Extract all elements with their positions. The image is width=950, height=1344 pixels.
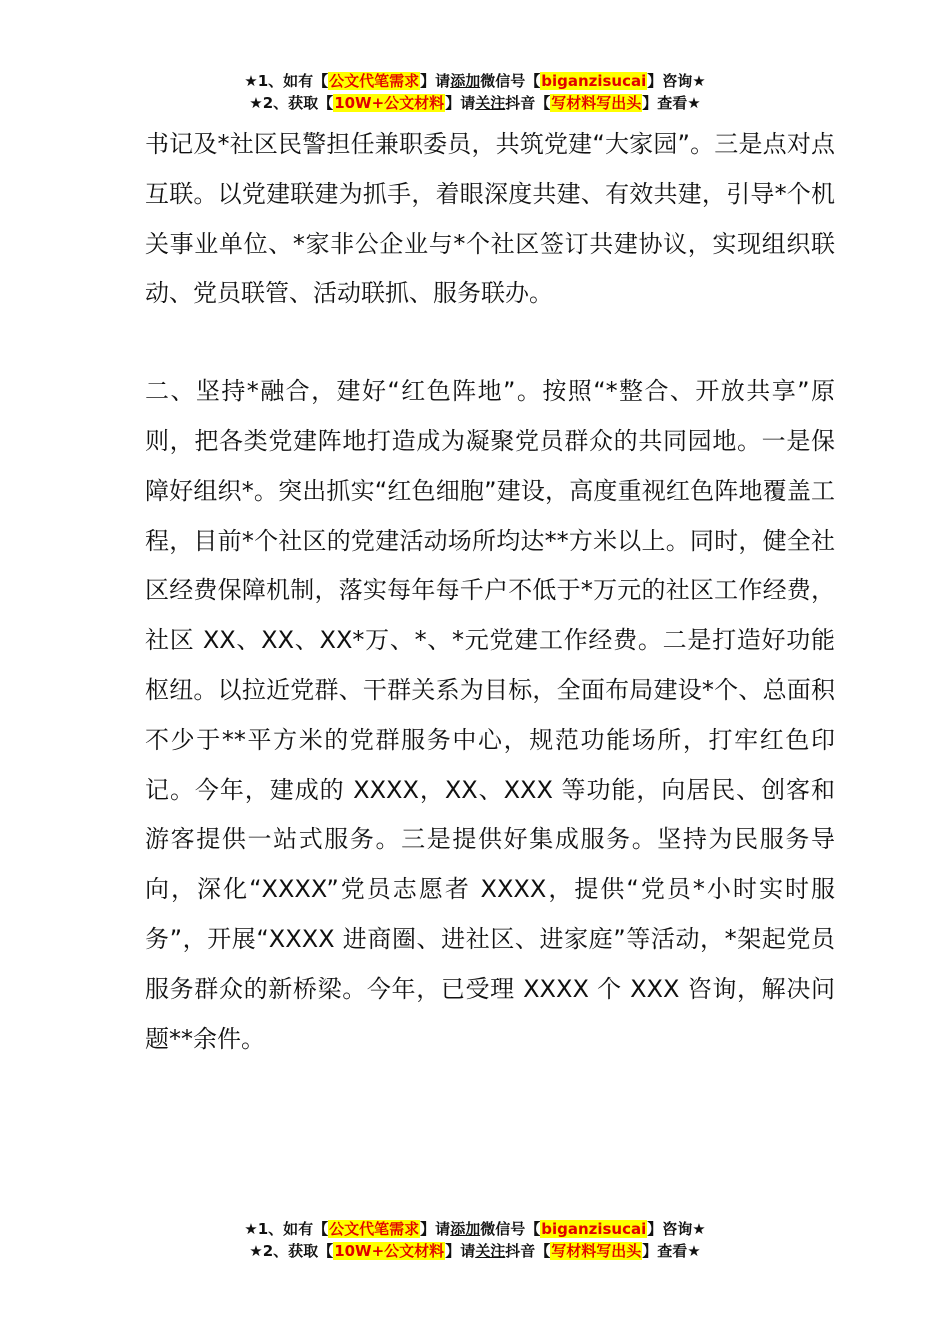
promo-highlight-materials: 10W+公文材料 xyxy=(334,1242,445,1260)
promo-line-2: ★2、获取【10W+公文材料】请关注抖音【写材料写出头】查看★ xyxy=(249,1242,701,1260)
promo-highlight-douyin: 写材料写出头 xyxy=(551,1242,642,1260)
promo-line-2: ★2、获取【10W+公文材料】请关注抖音【写材料写出头】查看★ xyxy=(249,94,701,112)
promo-line-1: ★1、如有【公文代笔需求】请添加微信号【biganzisucai】咨询★ xyxy=(244,1220,706,1238)
body-paragraph-2: 二、坚持*融合，建好“红色阵地”。按照“*整合、开放共享”原则，把各类党建阵地打造成为凝聚党员群众的共同园地。一是保障好组织*。突出抓实“红色细胞”建设，高度重视红色阵地覆盖工程，目前*个社区的党建活动场所均达**方米以上。同时，健全社区经费保障机制，落实每年每千户不低于*万元的社区工作经费，社区 XX、XX、XX*万、*、*元党建工作经费。二是打造好功能枢纽。以拉近党群、干群关系为目标，全面布局建设*个、总面积不少于**平方米的党群服务中心，规范功能场所，打牢红色印记。今年，建成的 XXXX，XX、XXX 等功能，向居民、创客和游客提供一站式服务。三是提供好集成服务。坚持为民服务导向，深化“XXXX”党员志愿者 XXXX，提供“党员*小时实时服务”，开展“XXXX 进商圈、进社区、进家庭”等活动，*架起党员服务群众的新桥梁。今年，已受理 XXXX 个 XXX 咨询，解决问题**余件。 xyxy=(145,377,835,1053)
promo-highlight-materials: 10W+公文材料 xyxy=(334,94,445,112)
promo-highlight-service: 公文代笔需求 xyxy=(329,72,420,90)
promo-highlight-wechat-id: biganzisucai xyxy=(541,1220,647,1238)
document-body xyxy=(145,120,835,1064)
top-promo-banner xyxy=(0,70,950,114)
promo-highlight-wechat-id: biganzisucai xyxy=(541,72,647,90)
bottom-promo-banner xyxy=(0,1218,950,1262)
promo-highlight-douyin: 写材料写出头 xyxy=(551,94,642,112)
promo-line-1: ★1、如有【公文代笔需求】请添加微信号【biganzisucai】咨询★ xyxy=(244,72,706,90)
body-paragraph-1: 书记及*社区民警担任兼职委员，共筑党建“大家园”。三是点对点互联。以党建联建为抓手，着眼深度共建、有效共建，引导*个机关事业单位、*家非公企业与*个社区签订共建协议，实现组织联动、党员联管、活动联抓、服务联办。 xyxy=(145,130,835,308)
promo-highlight-service: 公文代笔需求 xyxy=(329,1220,420,1238)
